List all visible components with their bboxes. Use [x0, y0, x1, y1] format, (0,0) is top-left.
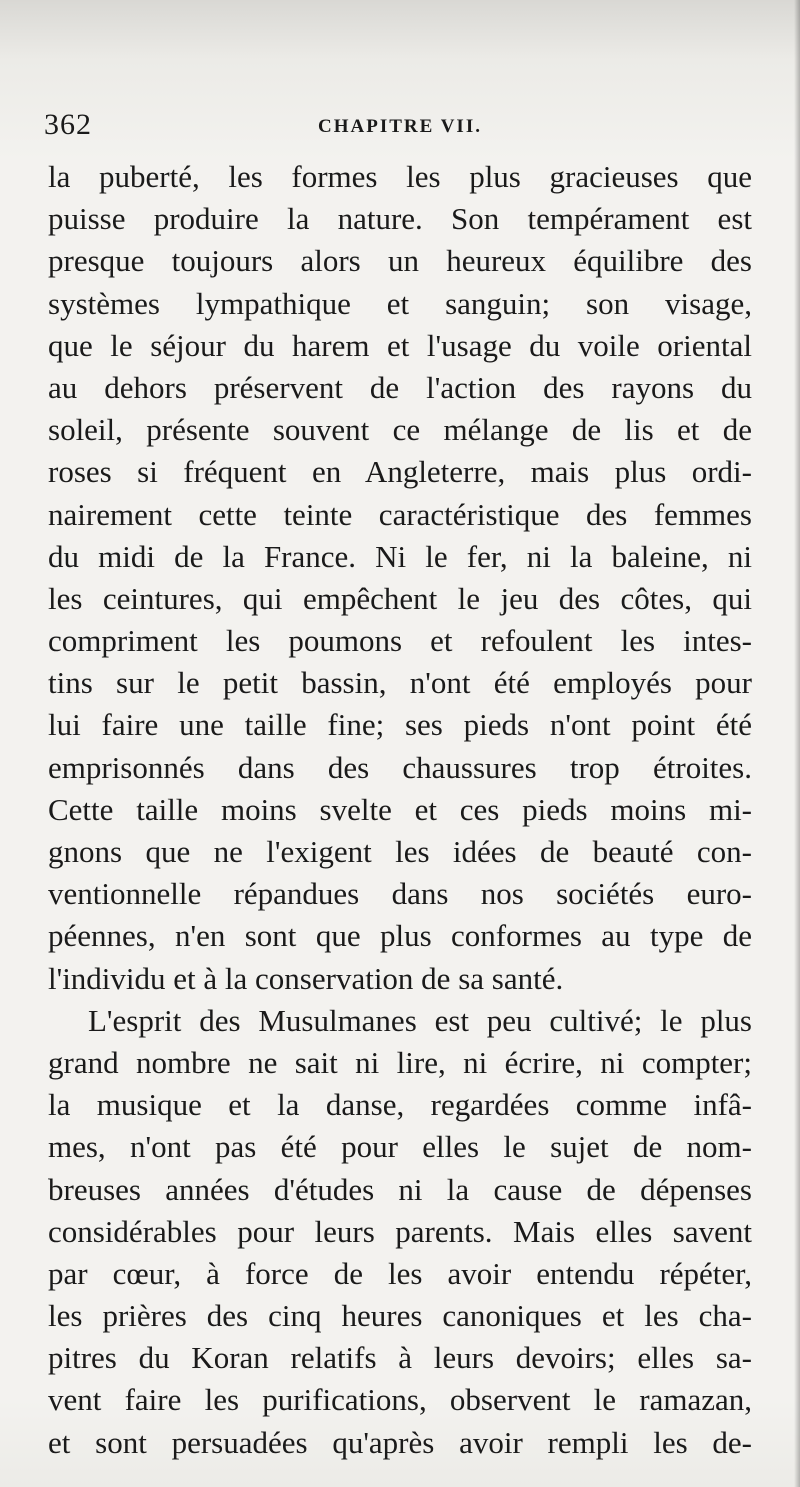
paragraph — [48, 156, 752, 1000]
text-line: compriment les poumons et refoulent les intes- — [48, 623, 752, 659]
text-line: la puberté, les formes les plus gracieuses que — [48, 159, 752, 194]
text-line: grand nombre ne sait ni lire, ni écrire, ni compter; — [48, 1044, 752, 1080]
text-line: systèmes lympathique et sanguin; son visage, — [48, 285, 752, 321]
text-line: breuses années d'études ni la cause de dépenses — [48, 1171, 752, 1207]
running-title: CHAPITRE VII. — [318, 116, 482, 137]
paragraph — [48, 1000, 752, 1464]
text-line: les prières des cinq heures canoniques et les cha- — [48, 1298, 752, 1334]
text-line: les ceintures, qui empêchent le jeu des côtes, qui — [48, 580, 752, 616]
page-header — [44, 108, 756, 148]
text-line: gnons que ne l'exigent les idées de beauté con- — [48, 834, 752, 869]
text-line: par cœur, à force de les avoir entendu répéter, — [48, 1255, 752, 1291]
page-number: 362 — [44, 108, 92, 141]
text-line: roses si fréquent en Angleterre, mais plus ordi- — [48, 454, 752, 490]
text-line: Cette taille moins svelte et ces pieds moins mi- — [48, 791, 752, 827]
text-line: considérables pour leurs parents. Mais elles savent — [48, 1213, 752, 1249]
text-line: emprisonnés dans des chaussures trop étroites. — [48, 749, 752, 785]
text-line: et sont persuadées qu'après avoir rempli les de- — [48, 1424, 752, 1460]
text-line: L'esprit des Musulmanes est peu cultivé; le plus — [88, 1002, 752, 1038]
text-line: l'individu et à la conservation de sa santé. — [48, 960, 564, 996]
text-line: du midi de la France. Ni le fer, ni la baleine, ni — [48, 538, 752, 574]
body-text — [48, 156, 752, 1464]
text-line: pitres du Koran relatifs à leurs devoirs; elles sa- — [48, 1340, 752, 1376]
text-line: que le séjour du harem et l'usage du voile oriental — [48, 327, 752, 363]
text-line: nairement cette teinte caractéristique des femmes — [48, 496, 752, 532]
text-line: presque toujours alors un heureux équilibre des — [48, 243, 752, 279]
text-line: la musique et la danse, regardées comme infâ- — [48, 1087, 752, 1123]
text-line: mes, n'ont pas été pour elles le sujet de nom- — [48, 1129, 752, 1165]
text-line: vent faire les purifications, observent le ramazan, — [48, 1382, 752, 1418]
text-line: soleil, présente souvent ce mélange de lis et de — [48, 412, 752, 448]
text-line: lui faire une taille fine; ses pieds n'ont point été — [48, 707, 752, 743]
text-line: puisse produire la nature. Son tempérament est — [48, 201, 752, 237]
text-line: ventionnelle répandues dans nos sociétés euro- — [48, 876, 752, 912]
text-line: péennes, n'en sont que plus conformes au type de — [48, 918, 752, 954]
text-line: au dehors préservent de l'action des rayons du — [48, 369, 752, 405]
text-line: tins sur le petit bassin, n'ont été employés pour — [48, 665, 752, 701]
